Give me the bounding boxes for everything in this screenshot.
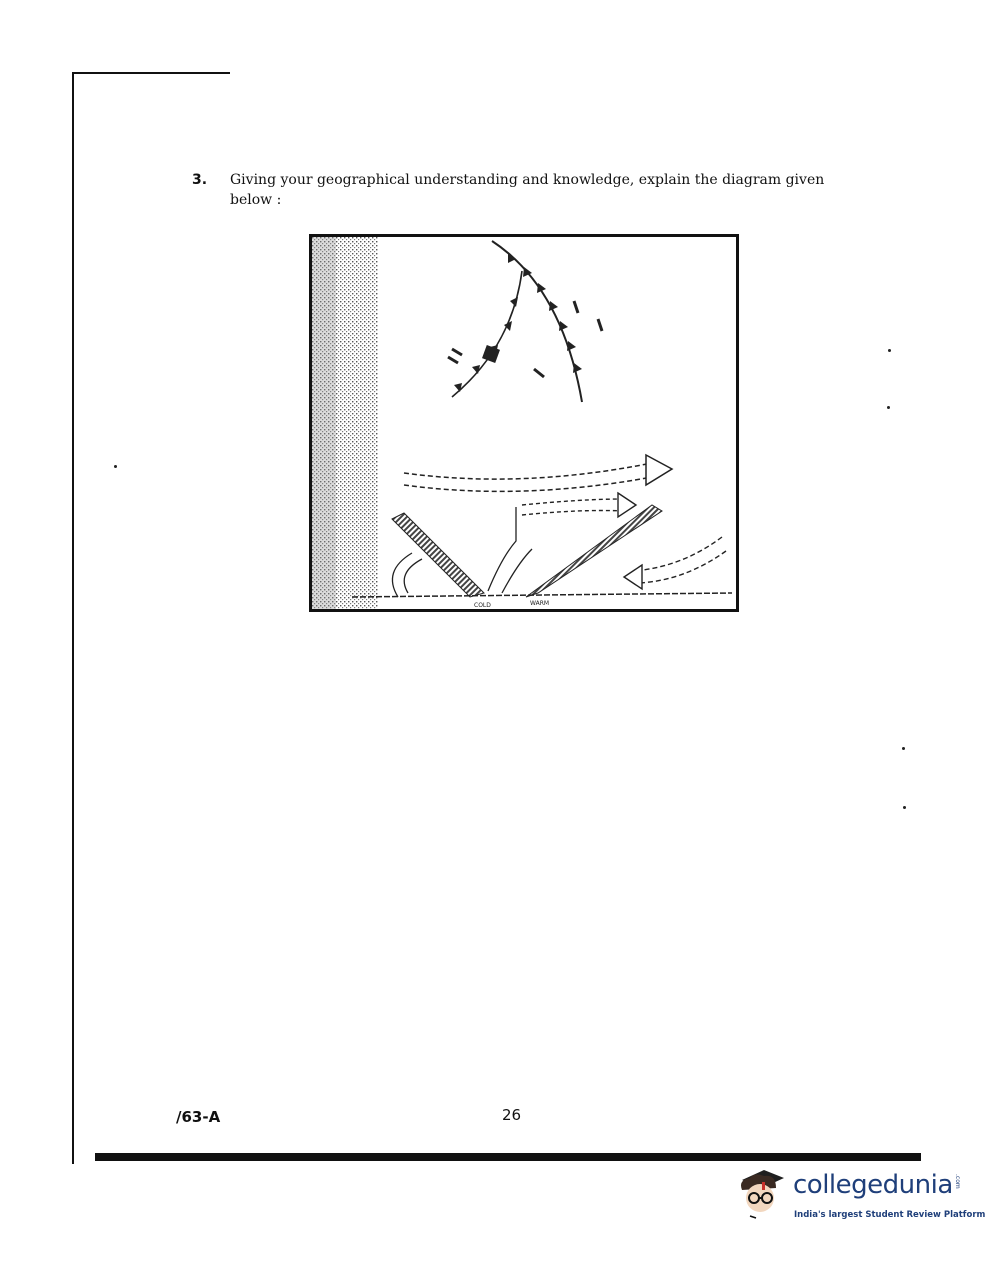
- page-border-top: [72, 72, 230, 74]
- question-number: 3.: [192, 172, 208, 188]
- paper-code: /63-A: [176, 1108, 221, 1126]
- brand-tagline: India's largest Student Review Platform: [794, 1210, 986, 1220]
- middle-airflow-arrow: [522, 499, 624, 505]
- page-border-bottom: [95, 1153, 921, 1161]
- cold-label: COLD: [474, 602, 491, 609]
- frontal-cyclone-diagram: [309, 234, 739, 612]
- page-number: 26: [502, 1106, 522, 1124]
- curved-front-line: [492, 241, 582, 402]
- rising-air-arrow: [488, 507, 516, 591]
- diagram-drawing: [312, 237, 736, 609]
- scan-speck: [902, 747, 905, 750]
- student-mascot-icon: [736, 1166, 786, 1222]
- brand-name: collegedunia: [793, 1170, 953, 1200]
- scan-speck: [903, 806, 906, 809]
- question-line-1: Giving your geographical understanding and knowledge, explain the diagram given: [230, 172, 825, 188]
- returning-airflow-arrow: [634, 537, 722, 571]
- scan-speck: [887, 406, 890, 409]
- scan-speck: [888, 349, 891, 352]
- cold-front-wedge: [392, 513, 484, 597]
- ground-line: [352, 593, 732, 597]
- brand-suffix: .com: [954, 1174, 961, 1189]
- upper-airflow-arrow: [404, 463, 652, 479]
- scan-speck: [114, 465, 117, 468]
- page-border-left: [72, 72, 74, 1164]
- question-text: [230, 170, 830, 210]
- warm-label: WARM: [530, 600, 550, 607]
- wind-marks: [448, 301, 602, 377]
- collegedunia-logo[interactable]: [736, 1166, 986, 1228]
- question-line-2: below :: [230, 192, 282, 208]
